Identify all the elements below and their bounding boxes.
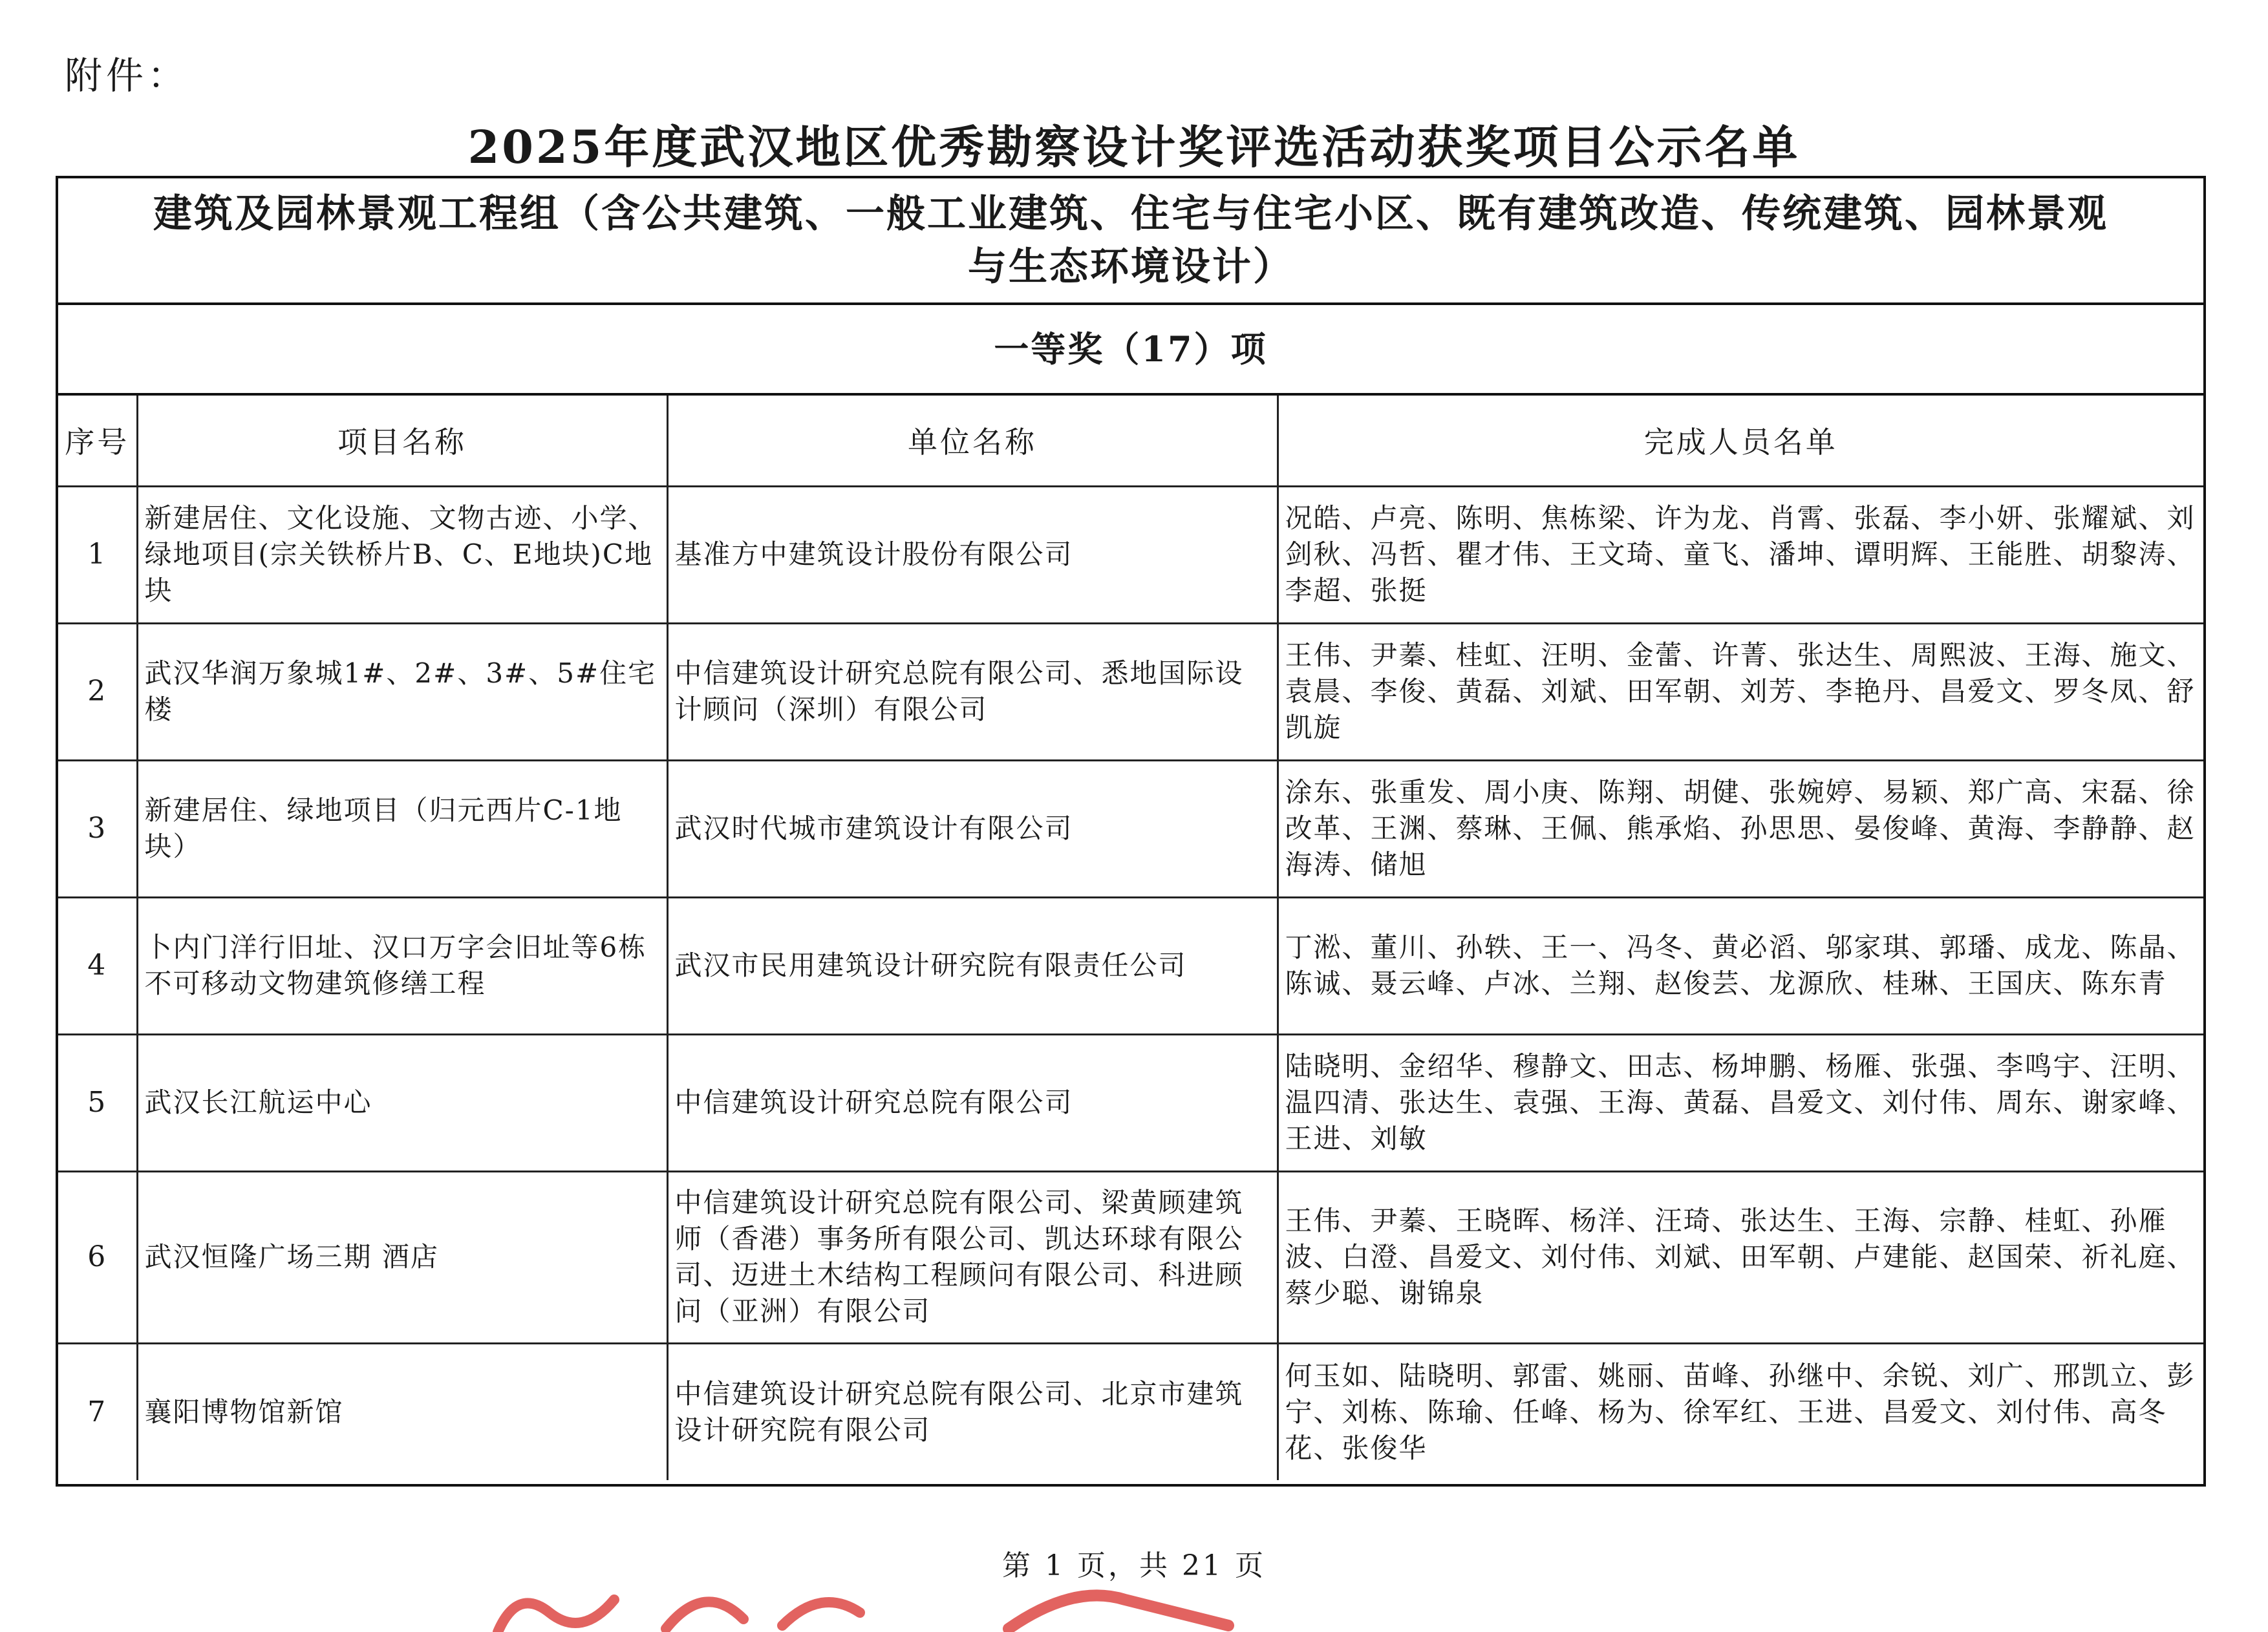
row-members: 王伟、尹蓁、桂虹、汪明、金蕾、许菁、张达生、周熙波、王海、施文、袁晨、李俊、黄磊、刘斌、田军朝、刘芳、李艳丹、昌爱文、罗冬凤、舒凯旋	[1278, 623, 2203, 760]
row-index: 6	[58, 1171, 137, 1343]
row-unit: 武汉时代城市建筑设计有限公司	[667, 760, 1278, 897]
row-index: 1	[58, 486, 137, 623]
table-row	[58, 760, 2203, 897]
award-level-title: 一等奖（17）项	[58, 305, 2203, 396]
row-members: 况皓、卢亮、陈明、焦栋梁、许为龙、肖霄、张磊、李小妍、张耀斌、刘剑秋、冯哲、瞿才伟、王文琦、童飞、潘坤、谭明辉、王能胜、胡黎涛、李超、张挺	[1278, 486, 2203, 623]
attachment-label: 附件：	[65, 54, 189, 98]
award-table	[58, 396, 2203, 1480]
row-index: 3	[58, 760, 137, 897]
row-project: 卜内门洋行旧址、汉口万字会旧址等6栋不可移动文物建筑修缮工程	[137, 897, 667, 1034]
table-row	[58, 897, 2203, 1034]
column-header-members: 完成人员名单	[1278, 396, 2203, 486]
table-row	[58, 1034, 2203, 1171]
row-unit: 中信建筑设计研究总院有限公司	[667, 1034, 1278, 1171]
row-members: 王伟、尹蓁、王晓晖、杨洋、汪琦、张达生、王海、宗静、桂虹、孙雁波、白澄、昌爱文、刘付伟、刘斌、田军朝、卢建能、赵国荣、祈礼庭、蔡少聪、谢锦泉	[1278, 1171, 2203, 1343]
row-project: 新建居住、文化设施、文物古迹、小学、绿地项目(宗关铁桥片B、C、E地块)C地块	[137, 486, 667, 623]
table-row	[58, 623, 2203, 760]
row-index: 7	[58, 1343, 137, 1480]
table-header-row	[58, 396, 2203, 486]
seal-stamp-left	[472, 1574, 886, 1632]
group-title-line-1: 建筑及园林景观工程组（含公共建筑、一般工业建筑、住宅与住宅小区、既有建筑改造、传统建筑、园林景观	[153, 191, 2108, 237]
page-number: 第 1 页，共 21 页	[1002, 1549, 1266, 1582]
row-index: 2	[58, 623, 137, 760]
row-unit: 中信建筑设计研究总院有限公司、梁黄顾建筑师（香港）事务所有限公司、凯达环球有限公司、迈进土木结构工程顾问有限公司、科进顾问（亚洲）有限公司	[667, 1171, 1278, 1343]
table-row	[58, 1171, 2203, 1343]
seal-stamp-right	[996, 1574, 1241, 1632]
column-header-unit: 单位名称	[667, 396, 1278, 486]
row-members: 涂东、张重发、周小庚、陈翔、胡健、张婉婷、易颖、郑广高、宋磊、徐改革、王渊、蔡琳、王佩、熊承焰、孙思思、晏俊峰、黄海、李静静、赵海涛、储旭	[1278, 760, 2203, 897]
table-row	[58, 1343, 2203, 1480]
table-row	[58, 486, 2203, 623]
row-members: 何玉如、陆晓明、郭雷、姚丽、苗峰、孙继中、余锐、刘广、邢凯立、彭宁、刘栋、陈瑜、任峰、杨为、徐军红、王进、昌爱文、刘付伟、高冬花、张俊华	[1278, 1343, 2203, 1480]
group-title	[58, 178, 2203, 305]
row-project: 襄阳博物馆新馆	[137, 1343, 667, 1480]
column-header-index: 序号	[58, 396, 137, 486]
row-unit: 中信建筑设计研究总院有限公司、北京市建筑设计研究院有限公司	[667, 1343, 1278, 1480]
document-title: 2025年度武汉地区优秀勘察设计奖评选活动获奖项目公示名单	[467, 120, 1801, 174]
award-table-frame	[56, 176, 2206, 1487]
group-title-line-2: 与生态环境设计）	[968, 244, 1294, 290]
column-header-project: 项目名称	[137, 396, 667, 486]
row-members: 丁淞、董川、孙轶、王一、冯冬、黄必滔、邬家琪、郭璠、成龙、陈晶、陈诚、聂云峰、卢冰、兰翔、赵俊芸、龙源欣、桂琳、王国庆、陈东青	[1278, 897, 2203, 1034]
row-unit: 武汉市民用建筑设计研究院有限责任公司	[667, 897, 1278, 1034]
row-project: 新建居住、绿地项目（归元西片C-1地块）	[137, 760, 667, 897]
row-unit: 中信建筑设计研究总院有限公司、悉地国际设计顾问（深圳）有限公司	[667, 623, 1278, 760]
row-index: 5	[58, 1034, 137, 1171]
row-project: 武汉长江航运中心	[137, 1034, 667, 1171]
row-project: 武汉恒隆广场三期 酒店	[137, 1171, 667, 1343]
row-unit: 基准方中建筑设计股份有限公司	[667, 486, 1278, 623]
row-members: 陆晓明、金绍华、穆静文、田志、杨坤鹏、杨雁、张强、李鸣宇、汪明、温四清、张达生、袁强、王海、黄磊、昌爱文、刘付伟、周东、谢家峰、王进、刘敏	[1278, 1034, 2203, 1171]
row-index: 4	[58, 897, 137, 1034]
row-project: 武汉华润万象城1#、2#、3#、5#住宅楼	[137, 623, 667, 760]
